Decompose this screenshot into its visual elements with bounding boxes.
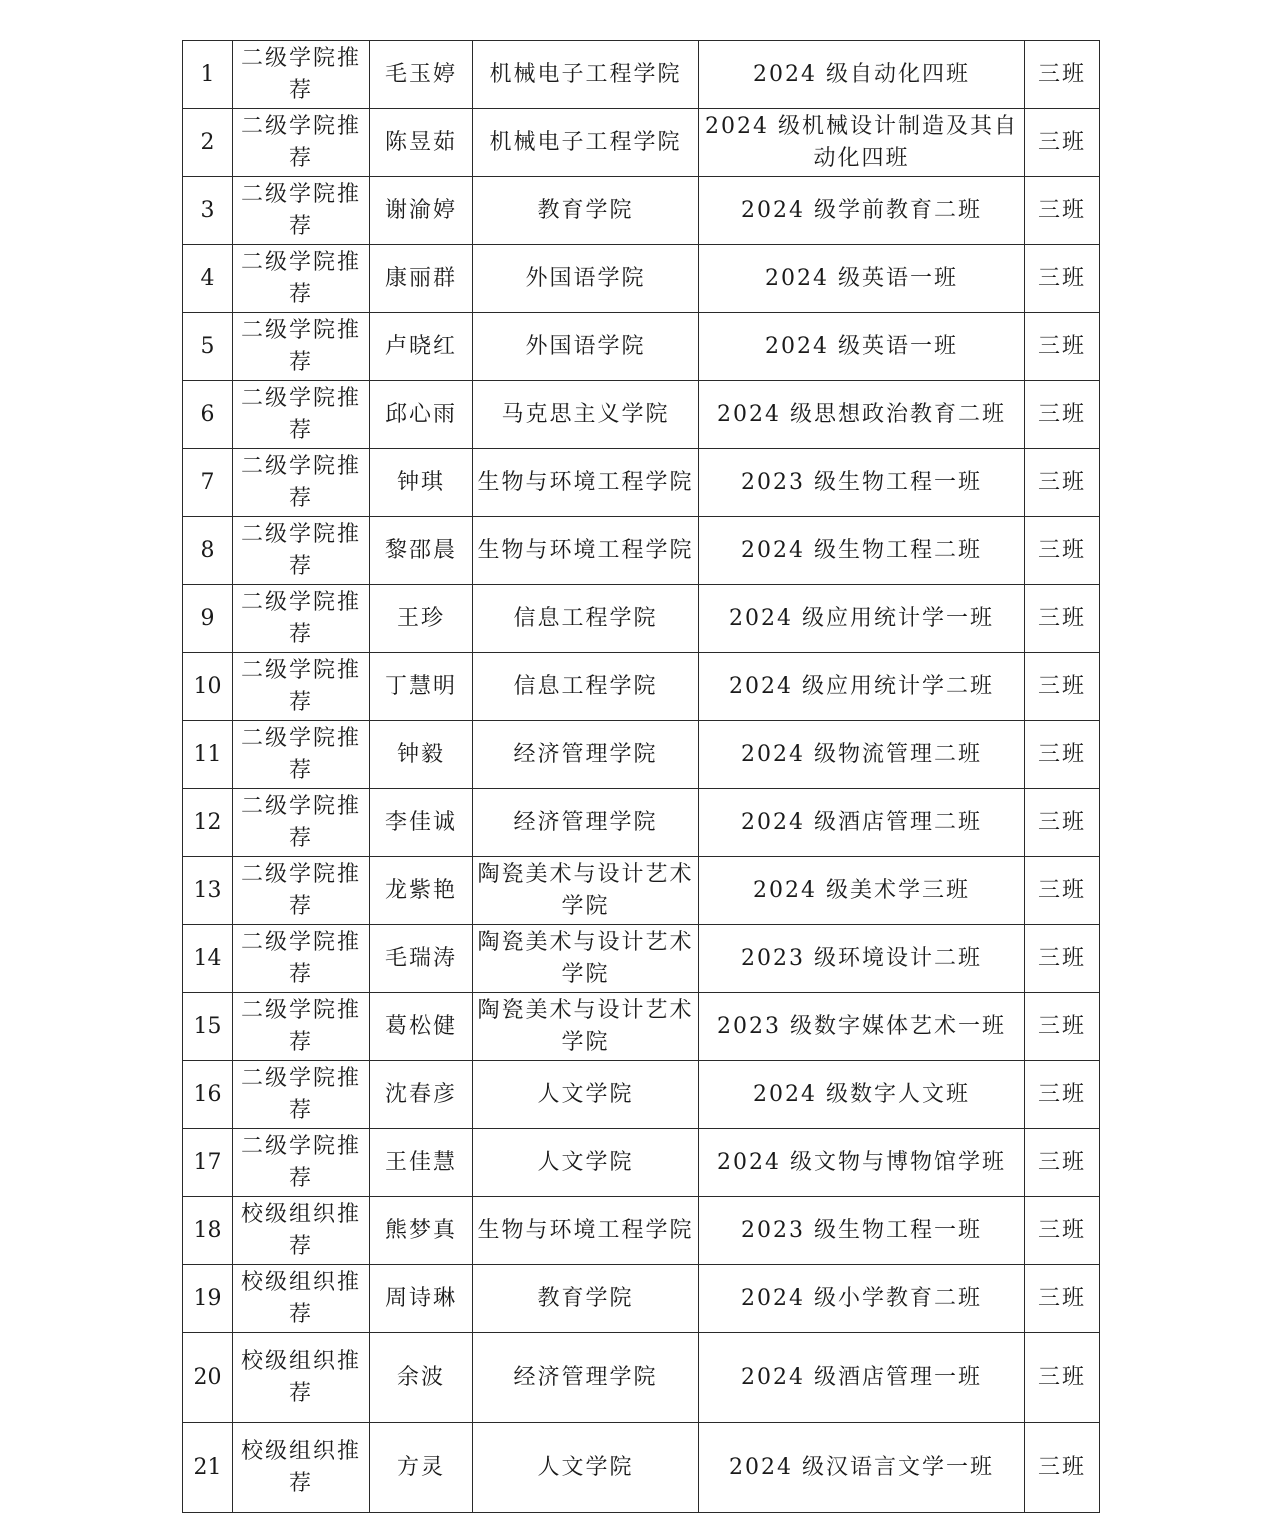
cell-no: 1 <box>183 41 233 109</box>
cell-source: 校级组织推荐 <box>233 1197 370 1265</box>
table-row <box>183 789 1100 857</box>
table-row <box>183 1061 1100 1129</box>
cell-assigned: 三班 <box>1025 1333 1100 1423</box>
cell-source: 二级学院推荐 <box>233 721 370 789</box>
cell-name: 康丽群 <box>370 245 473 313</box>
cell-assigned: 三班 <box>1025 585 1100 653</box>
cell-no: 21 <box>183 1423 233 1513</box>
cell-source: 二级学院推荐 <box>233 585 370 653</box>
cell-class: 2023 级生物工程一班 <box>699 449 1025 517</box>
cell-assigned: 三班 <box>1025 789 1100 857</box>
cell-assigned: 三班 <box>1025 449 1100 517</box>
cell-class: 2024 级机械设计制造及其自动化四班 <box>699 109 1025 177</box>
cell-college: 机械电子工程学院 <box>473 109 699 177</box>
roster-table-body <box>183 41 1100 1513</box>
cell-name: 卢晓红 <box>370 313 473 381</box>
cell-source: 二级学院推荐 <box>233 993 370 1061</box>
cell-name: 龙紫艳 <box>370 857 473 925</box>
cell-no: 9 <box>183 585 233 653</box>
roster-table <box>182 40 1100 1513</box>
cell-name: 邱心雨 <box>370 381 473 449</box>
table-row <box>183 585 1100 653</box>
cell-name: 钟毅 <box>370 721 473 789</box>
table-row <box>183 1129 1100 1197</box>
cell-no: 20 <box>183 1333 233 1423</box>
table-row <box>183 653 1100 721</box>
cell-name: 沈春彦 <box>370 1061 473 1129</box>
cell-source: 二级学院推荐 <box>233 109 370 177</box>
cell-name: 李佳诚 <box>370 789 473 857</box>
table-row <box>183 109 1100 177</box>
cell-no: 18 <box>183 1197 233 1265</box>
table-row <box>183 1265 1100 1333</box>
cell-class: 2024 级小学教育二班 <box>699 1265 1025 1333</box>
cell-no: 13 <box>183 857 233 925</box>
cell-source: 二级学院推荐 <box>233 41 370 109</box>
table-row <box>183 517 1100 585</box>
document-page <box>182 40 1099 1513</box>
cell-class: 2024 级汉语言文学一班 <box>699 1423 1025 1513</box>
cell-no: 11 <box>183 721 233 789</box>
cell-class: 2023 级生物工程一班 <box>699 1197 1025 1265</box>
cell-assigned: 三班 <box>1025 177 1100 245</box>
cell-assigned: 三班 <box>1025 381 1100 449</box>
cell-class: 2024 级应用统计学二班 <box>699 653 1025 721</box>
cell-source: 二级学院推荐 <box>233 1129 370 1197</box>
cell-assigned: 三班 <box>1025 517 1100 585</box>
cell-name: 陈昱茹 <box>370 109 473 177</box>
table-row <box>183 1197 1100 1265</box>
cell-college: 马克思主义学院 <box>473 381 699 449</box>
cell-assigned: 三班 <box>1025 1265 1100 1333</box>
cell-source: 二级学院推荐 <box>233 789 370 857</box>
cell-assigned: 三班 <box>1025 1197 1100 1265</box>
cell-assigned: 三班 <box>1025 1129 1100 1197</box>
cell-college: 外国语学院 <box>473 245 699 313</box>
cell-source: 二级学院推荐 <box>233 857 370 925</box>
cell-name: 周诗琳 <box>370 1265 473 1333</box>
cell-class: 2024 级应用统计学一班 <box>699 585 1025 653</box>
cell-college: 外国语学院 <box>473 313 699 381</box>
cell-no: 15 <box>183 993 233 1061</box>
table-row <box>183 857 1100 925</box>
cell-college: 教育学院 <box>473 1265 699 1333</box>
cell-no: 4 <box>183 245 233 313</box>
cell-class: 2024 级物流管理二班 <box>699 721 1025 789</box>
cell-college: 机械电子工程学院 <box>473 41 699 109</box>
cell-name: 毛瑞涛 <box>370 925 473 993</box>
cell-no: 7 <box>183 449 233 517</box>
cell-college: 生物与环境工程学院 <box>473 1197 699 1265</box>
cell-name: 余波 <box>370 1333 473 1423</box>
cell-name: 王珍 <box>370 585 473 653</box>
cell-source: 二级学院推荐 <box>233 517 370 585</box>
cell-college: 陶瓷美术与设计艺术学院 <box>473 925 699 993</box>
cell-class: 2024 级思想政治教育二班 <box>699 381 1025 449</box>
cell-no: 6 <box>183 381 233 449</box>
cell-college: 陶瓷美术与设计艺术学院 <box>473 857 699 925</box>
cell-class: 2023 级数字媒体艺术一班 <box>699 993 1025 1061</box>
cell-college: 经济管理学院 <box>473 789 699 857</box>
table-row <box>183 1423 1100 1513</box>
cell-no: 12 <box>183 789 233 857</box>
cell-name: 毛玉婷 <box>370 41 473 109</box>
cell-name: 方灵 <box>370 1423 473 1513</box>
cell-source: 二级学院推荐 <box>233 245 370 313</box>
cell-college: 人文学院 <box>473 1129 699 1197</box>
cell-name: 谢渝婷 <box>370 177 473 245</box>
cell-source: 二级学院推荐 <box>233 177 370 245</box>
table-row <box>183 245 1100 313</box>
cell-no: 19 <box>183 1265 233 1333</box>
cell-name: 葛松健 <box>370 993 473 1061</box>
cell-no: 14 <box>183 925 233 993</box>
cell-college: 信息工程学院 <box>473 585 699 653</box>
cell-name: 钟琪 <box>370 449 473 517</box>
cell-class: 2024 级自动化四班 <box>699 41 1025 109</box>
cell-assigned: 三班 <box>1025 653 1100 721</box>
cell-no: 5 <box>183 313 233 381</box>
cell-source: 校级组织推荐 <box>233 1265 370 1333</box>
table-row <box>183 449 1100 517</box>
cell-source: 二级学院推荐 <box>233 449 370 517</box>
cell-college: 信息工程学院 <box>473 653 699 721</box>
cell-no: 16 <box>183 1061 233 1129</box>
cell-college: 教育学院 <box>473 177 699 245</box>
cell-name: 黎邵晨 <box>370 517 473 585</box>
table-row <box>183 925 1100 993</box>
cell-class: 2023 级环境设计二班 <box>699 925 1025 993</box>
cell-assigned: 三班 <box>1025 925 1100 993</box>
cell-assigned: 三班 <box>1025 1061 1100 1129</box>
cell-college: 生物与环境工程学院 <box>473 517 699 585</box>
cell-no: 10 <box>183 653 233 721</box>
table-row <box>183 993 1100 1061</box>
cell-assigned: 三班 <box>1025 721 1100 789</box>
table-row <box>183 721 1100 789</box>
cell-class: 2024 级英语一班 <box>699 313 1025 381</box>
cell-assigned: 三班 <box>1025 41 1100 109</box>
table-row <box>183 177 1100 245</box>
cell-name: 王佳慧 <box>370 1129 473 1197</box>
cell-assigned: 三班 <box>1025 857 1100 925</box>
cell-class: 2024 级生物工程二班 <box>699 517 1025 585</box>
cell-no: 3 <box>183 177 233 245</box>
cell-college: 生物与环境工程学院 <box>473 449 699 517</box>
cell-college: 经济管理学院 <box>473 1333 699 1423</box>
cell-college: 人文学院 <box>473 1423 699 1513</box>
cell-class: 2024 级学前教育二班 <box>699 177 1025 245</box>
cell-class: 2024 级美术学三班 <box>699 857 1025 925</box>
cell-source: 二级学院推荐 <box>233 925 370 993</box>
cell-source: 二级学院推荐 <box>233 653 370 721</box>
cell-name: 丁慧明 <box>370 653 473 721</box>
cell-assigned: 三班 <box>1025 245 1100 313</box>
cell-college: 陶瓷美术与设计艺术学院 <box>473 993 699 1061</box>
cell-assigned: 三班 <box>1025 1423 1100 1513</box>
cell-source: 二级学院推荐 <box>233 1061 370 1129</box>
cell-class: 2024 级英语一班 <box>699 245 1025 313</box>
cell-assigned: 三班 <box>1025 109 1100 177</box>
cell-no: 17 <box>183 1129 233 1197</box>
table-row <box>183 1333 1100 1423</box>
cell-source: 校级组织推荐 <box>233 1423 370 1513</box>
cell-class: 2024 级酒店管理二班 <box>699 789 1025 857</box>
cell-source: 二级学院推荐 <box>233 313 370 381</box>
table-row <box>183 313 1100 381</box>
cell-college: 经济管理学院 <box>473 721 699 789</box>
cell-source: 校级组织推荐 <box>233 1333 370 1423</box>
table-row <box>183 41 1100 109</box>
cell-no: 8 <box>183 517 233 585</box>
cell-no: 2 <box>183 109 233 177</box>
cell-assigned: 三班 <box>1025 313 1100 381</box>
table-row <box>183 381 1100 449</box>
cell-assigned: 三班 <box>1025 993 1100 1061</box>
cell-college: 人文学院 <box>473 1061 699 1129</box>
cell-class: 2024 级酒店管理一班 <box>699 1333 1025 1423</box>
cell-source: 二级学院推荐 <box>233 381 370 449</box>
cell-class: 2024 级文物与博物馆学班 <box>699 1129 1025 1197</box>
cell-class: 2024 级数字人文班 <box>699 1061 1025 1129</box>
cell-name: 熊梦真 <box>370 1197 473 1265</box>
